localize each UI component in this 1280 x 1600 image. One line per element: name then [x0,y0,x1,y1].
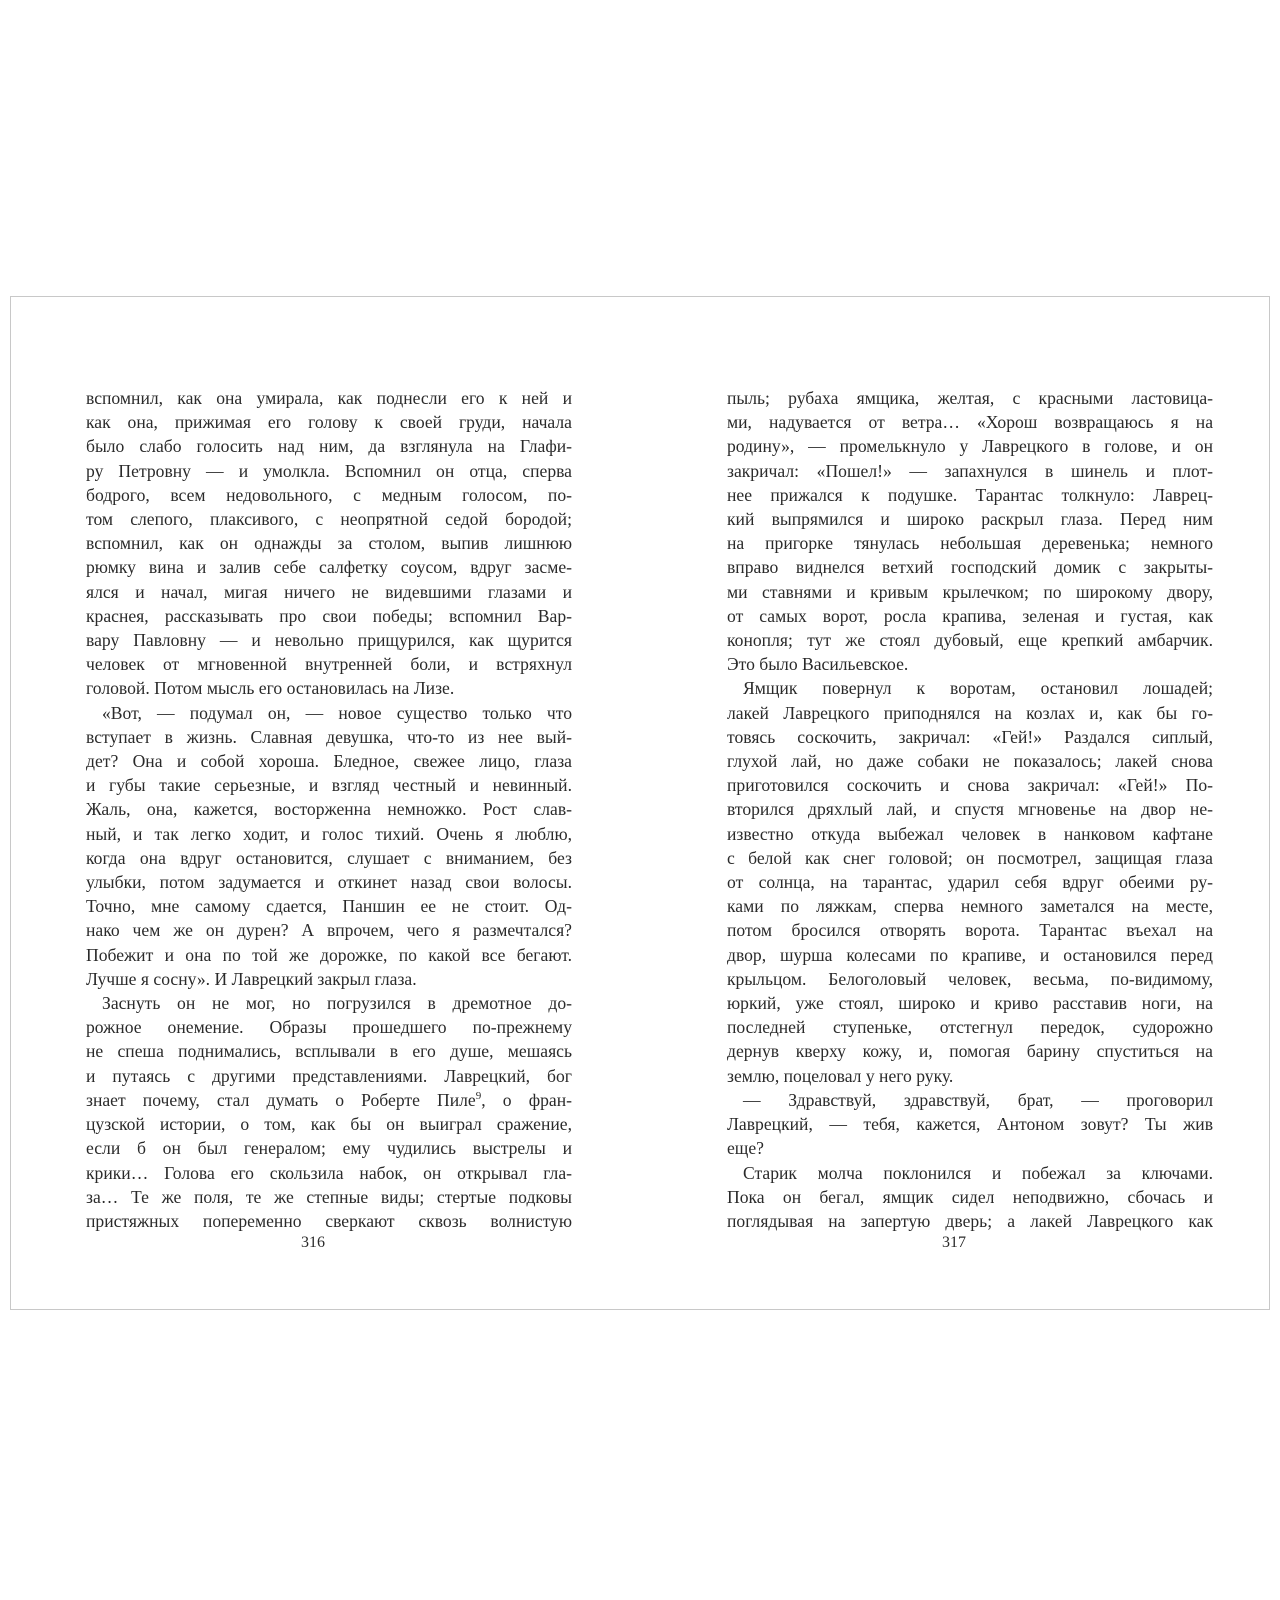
text-line-content: поглядывая на запертую дверь; а лакей Лаврецкого как [727,1210,1213,1231]
text-line [86,555,572,579]
text-line-content: человек от мгновенной внутренней боли, и встряхнул [86,654,572,675]
text-line-content: Ямщик повернул к воротам, остановил лошадей; [743,678,1213,699]
text-line [86,1185,572,1209]
text-line-content: землю, поцеловал у него руку. [727,1065,954,1086]
text-line [86,604,572,628]
text-line [727,628,1213,652]
text-line-content: Старик молча поклонился и побежал за ключами. [743,1162,1213,1183]
text-line-content: ялся и начал, мигая ничего не видевшими глазами и [86,581,572,602]
text-line-content: вторился дряхлый лай, и спустя мгновенье на двор не- [727,799,1213,820]
footnote-marker[interactable]: 9 [475,1089,482,1102]
text-line-content: нако чем же он дурен? А впрочем, чего я размечтался? [86,920,572,941]
text-line-content: вправо виднелся ветхий господский домик с закрыты- [727,557,1213,578]
text-line-content: вспомнил, как он однажды за столом, выпив лишнюю [86,533,572,554]
text-line [86,967,572,991]
text-line [727,846,1213,870]
book-spread [10,296,1270,1310]
text-line-content: еще? [727,1138,764,1159]
text-line [727,918,1213,942]
text-line [727,676,1213,700]
text-line-content: Жаль, она, кажется, восторженна немножко. Рост слав- [86,799,572,820]
text-line [727,1136,1213,1160]
text-line-content: последней ступеньке, отстегнул передок, судорожно [727,1017,1213,1038]
text-line [727,459,1213,483]
text-line [86,725,572,749]
text-line-content: нее прижался к подушке. Тарантас толкнуло: Лаврец- [727,484,1213,505]
text-line-content: Лучше я сосну». И Лаврецкий закрыл глаза. [86,968,417,989]
text-line [727,967,1213,991]
text-line-content: рюмку вина и залив себе салфетку соусом, вдруг засме- [86,557,572,578]
text-line [727,652,1213,676]
text-line-content: приготовился соскочить и снова закричал: «Гей!» По- [727,775,1213,796]
text-line [727,580,1213,604]
text-line [86,386,572,410]
text-line-content: цузской истории, о том, как бы он выиграл сражение, [86,1114,572,1135]
text-line [86,846,572,870]
text-line-continuation: , о фран- [481,1089,572,1110]
text-line-content: было слабо голосить над ним, да взглянула на Глафи- [86,436,572,457]
text-line [86,483,572,507]
right-page-number: 317 [942,1234,966,1251]
left-page [86,386,572,1286]
text-line [727,1161,1213,1185]
text-line-content: если б он был генералом; ему чудились выстрелы и [86,1138,572,1159]
text-line-content: Лаврецкий, — тебя, кажется, Антоном зовут? Ты жив [727,1114,1213,1135]
text-line [86,1064,572,1088]
text-line [86,652,572,676]
text-line-content: «Вот, — подумал он, — новое существо только что [102,702,572,723]
text-line-content: бодрого, всем недовольного, с медным голосом, по- [86,484,572,505]
text-line [86,459,572,483]
text-line [727,604,1213,628]
text-line-content: крыльцом. Белоголовый человек, весьма, по-видимому, [727,968,1213,989]
text-line [86,749,572,773]
text-line [727,1064,1213,1088]
text-line [86,870,572,894]
text-line-content: от самых ворот, росла крапива, зеленая и густая, как [727,605,1213,626]
text-line [727,1112,1213,1136]
text-line-content: Это было Васильевское. [727,654,909,675]
text-line [727,797,1213,821]
text-line [727,1209,1213,1233]
text-line [86,1039,572,1063]
text-line [86,434,572,458]
text-line-content: закричал: «Пошел!» — запахнулся в шинель и плот- [727,460,1213,481]
text-line-content: конопля; тут же стоял дубовый, еще крепкий амбарчик. [727,630,1213,651]
text-line [86,1209,572,1233]
text-line-content: ру Петровну — и умолкла. Вспомнил он отца, сперва [86,460,572,481]
text-line-content: когда она вдруг остановится, слушает с вниманием, без [86,847,572,868]
text-line [86,797,572,821]
text-line-content: известно откуда выбежал человек в нанковом кафтане [727,823,1213,844]
text-line-content: ми, надувается от ветра… «Хорош возвращаюсь я на [727,412,1213,433]
text-line-content: пыль; рубаха ямщика, желтая, с красными ластовица- [727,388,1213,408]
text-line-content: дет? Она и собой хороша. Бледное, свежее лицо, глаза [86,751,572,772]
text-line [86,1112,572,1136]
text-line [86,410,572,434]
text-line [86,507,572,531]
text-line-content: юркий, уже стоял, широко и криво расставив ноги, на [727,993,1213,1014]
text-line-content: краснея, рассказывать про свои победы; вспомнил Вар- [86,605,572,626]
text-line [727,507,1213,531]
text-line-content: от солнца, на тарантас, ударил себя вдруг обеими ру- [727,872,1213,893]
text-line-content: пристяжных попеременно сверкают сквозь волнистую [86,1210,572,1231]
text-line [727,434,1213,458]
text-line [727,943,1213,967]
text-line [86,822,572,846]
text-line [86,531,572,555]
text-line-content: вару Павловну — и невольно прищурился, как щурится [86,630,572,651]
text-line [727,386,1213,410]
text-line [86,918,572,942]
text-line-content: Побежит и она по той же дорожке, по какой все бегают. [86,944,572,965]
text-line [727,531,1213,555]
text-line-content: родину», — промелькнуло у Лаврецкого в голове, и он [727,436,1213,457]
text-line [86,894,572,918]
text-line [86,1161,572,1185]
text-line [86,1088,572,1112]
text-line [86,701,572,725]
text-line-content: ками по ляжкам, сперва немного заметался на месте, [727,896,1213,917]
text-line-content: дернув кверху кожу, и, помогая барину спуститься на [727,1041,1213,1062]
text-line [86,676,572,700]
left-page-number: 316 [301,1234,325,1251]
text-line-content: том слепого, плаксивого, с неопрятной седой бородой; [86,509,572,530]
text-line [86,1136,572,1160]
text-line-content: товясь соскочить, закричал: «Гей!» Раздался сиплый, [727,726,1213,747]
text-line [86,773,572,797]
text-line-content: на пригорке тянулась небольшая деревенька; немного [727,533,1213,554]
text-line-content: Заснуть он не мог, но погрузился в дремотное до- [102,993,572,1014]
text-line-content: головой. Потом мысль его остановилась на Лизе. [86,678,455,699]
text-line-content: улыбки, потом задумается и откинет назад свои волосы. [86,872,572,893]
text-line-content: ми ставнями и кривым крылечком; по широкому двору, [727,581,1213,602]
text-line-content: кий выпрямился и широко раскрыл глаза. Перед ним [727,509,1213,530]
text-line [727,870,1213,894]
text-line-content: и путаясь с другими представлениями. Лаврецкий, бог [86,1065,572,1086]
text-line-content: Пока он бегал, ямщик сидел неподвижно, сбочась и [727,1186,1213,1207]
text-line-content: лакей Лаврецкого приподнялся на козлах и, как бы го- [727,702,1213,723]
text-line [86,1015,572,1039]
text-line [86,943,572,967]
right-page [727,386,1213,1286]
text-line-content: как она, прижимая его голову к своей груди, начала [86,412,572,433]
text-line [86,580,572,604]
text-line-content: глухой лай, но даже собаки не показалось; лакей снова [727,751,1213,772]
text-line [727,894,1213,918]
text-line-content: знает почему, стал думать о Роберте Пиле [86,1089,476,1110]
left-page-text [86,386,572,1233]
text-line-content: рожное онемение. Образы прошедшего по-прежнему [86,1017,572,1038]
text-line [727,555,1213,579]
right-page-text [727,386,1213,1233]
text-line-content: крики… Голова его скользила набок, он открывал гла- [86,1162,572,1183]
text-line-content: вспомнил, как она умирала, как поднесли его к ней и [86,388,572,408]
text-line-content: за… Те же поля, те же степные виды; стертые подковы [86,1186,572,1207]
text-line [727,725,1213,749]
text-line-content: и губы такие серьезные, и взгляд честный и невинный. [86,775,572,796]
text-line [727,1088,1213,1112]
text-line [727,749,1213,773]
text-line [727,991,1213,1015]
text-line-content: — Здравствуй, здравствуй, брат, — проговорил [743,1089,1213,1110]
text-line-content: потом бросился отворять ворота. Тарантас въехал на [727,920,1213,941]
text-line [727,1015,1213,1039]
text-line [727,483,1213,507]
text-line-content: вступает в жизнь. Славная девушка, что-то из нее вый- [86,726,572,747]
text-line [727,1039,1213,1063]
text-line-content: ный, и так легко ходит, и голос тихий. Очень я люблю, [86,823,572,844]
text-line [727,1185,1213,1209]
text-line [86,628,572,652]
text-line-content: не спеша поднимались, всплывали в его душе, мешаясь [86,1041,572,1062]
text-line [727,701,1213,725]
text-line [727,773,1213,797]
text-line [727,822,1213,846]
text-line [86,991,572,1015]
text-line-content: с белой как снег головой; он посмотрел, защищая глаза [727,847,1213,868]
text-line [727,410,1213,434]
text-line-content: Точно, мне самому сдается, Паншин ее не стоит. Од- [86,896,572,917]
text-line-content: двор, шурша колесами по крапиве, и остановился перед [727,944,1213,965]
